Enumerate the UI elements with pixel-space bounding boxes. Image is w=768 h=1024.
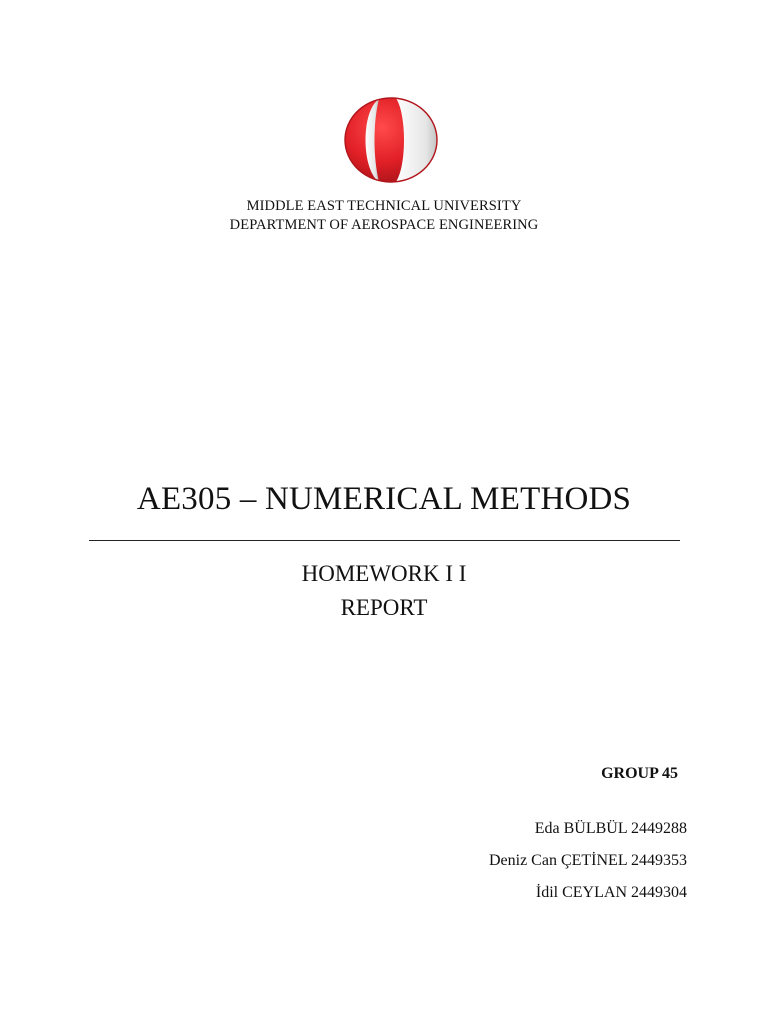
member-list	[489, 815, 687, 911]
group-label: GROUP 45	[601, 765, 678, 782]
department-name: DEPARTMENT OF AEROSPACE ENGINEERING	[229, 217, 539, 233]
document-type-block	[0, 557, 768, 625]
metu-logo-icon	[343, 97, 439, 183]
course-title: AE305 – NUMERICAL METHODS	[136, 481, 632, 517]
member-line: Deniz Can ÇETİNEL 2449353	[488, 852, 687, 869]
member-line: Eda BÜLBÜL 2449288	[534, 820, 687, 837]
homework-label: HOMEWORK I I	[301, 561, 467, 586]
institution-block	[0, 197, 768, 235]
report-label: REPORT	[340, 595, 428, 620]
member-line: İdil CEYLAN 2449304	[535, 884, 687, 901]
title-divider	[89, 540, 680, 541]
university-name: MIDDLE EAST TECHNICAL UNIVERSITY	[246, 198, 522, 214]
